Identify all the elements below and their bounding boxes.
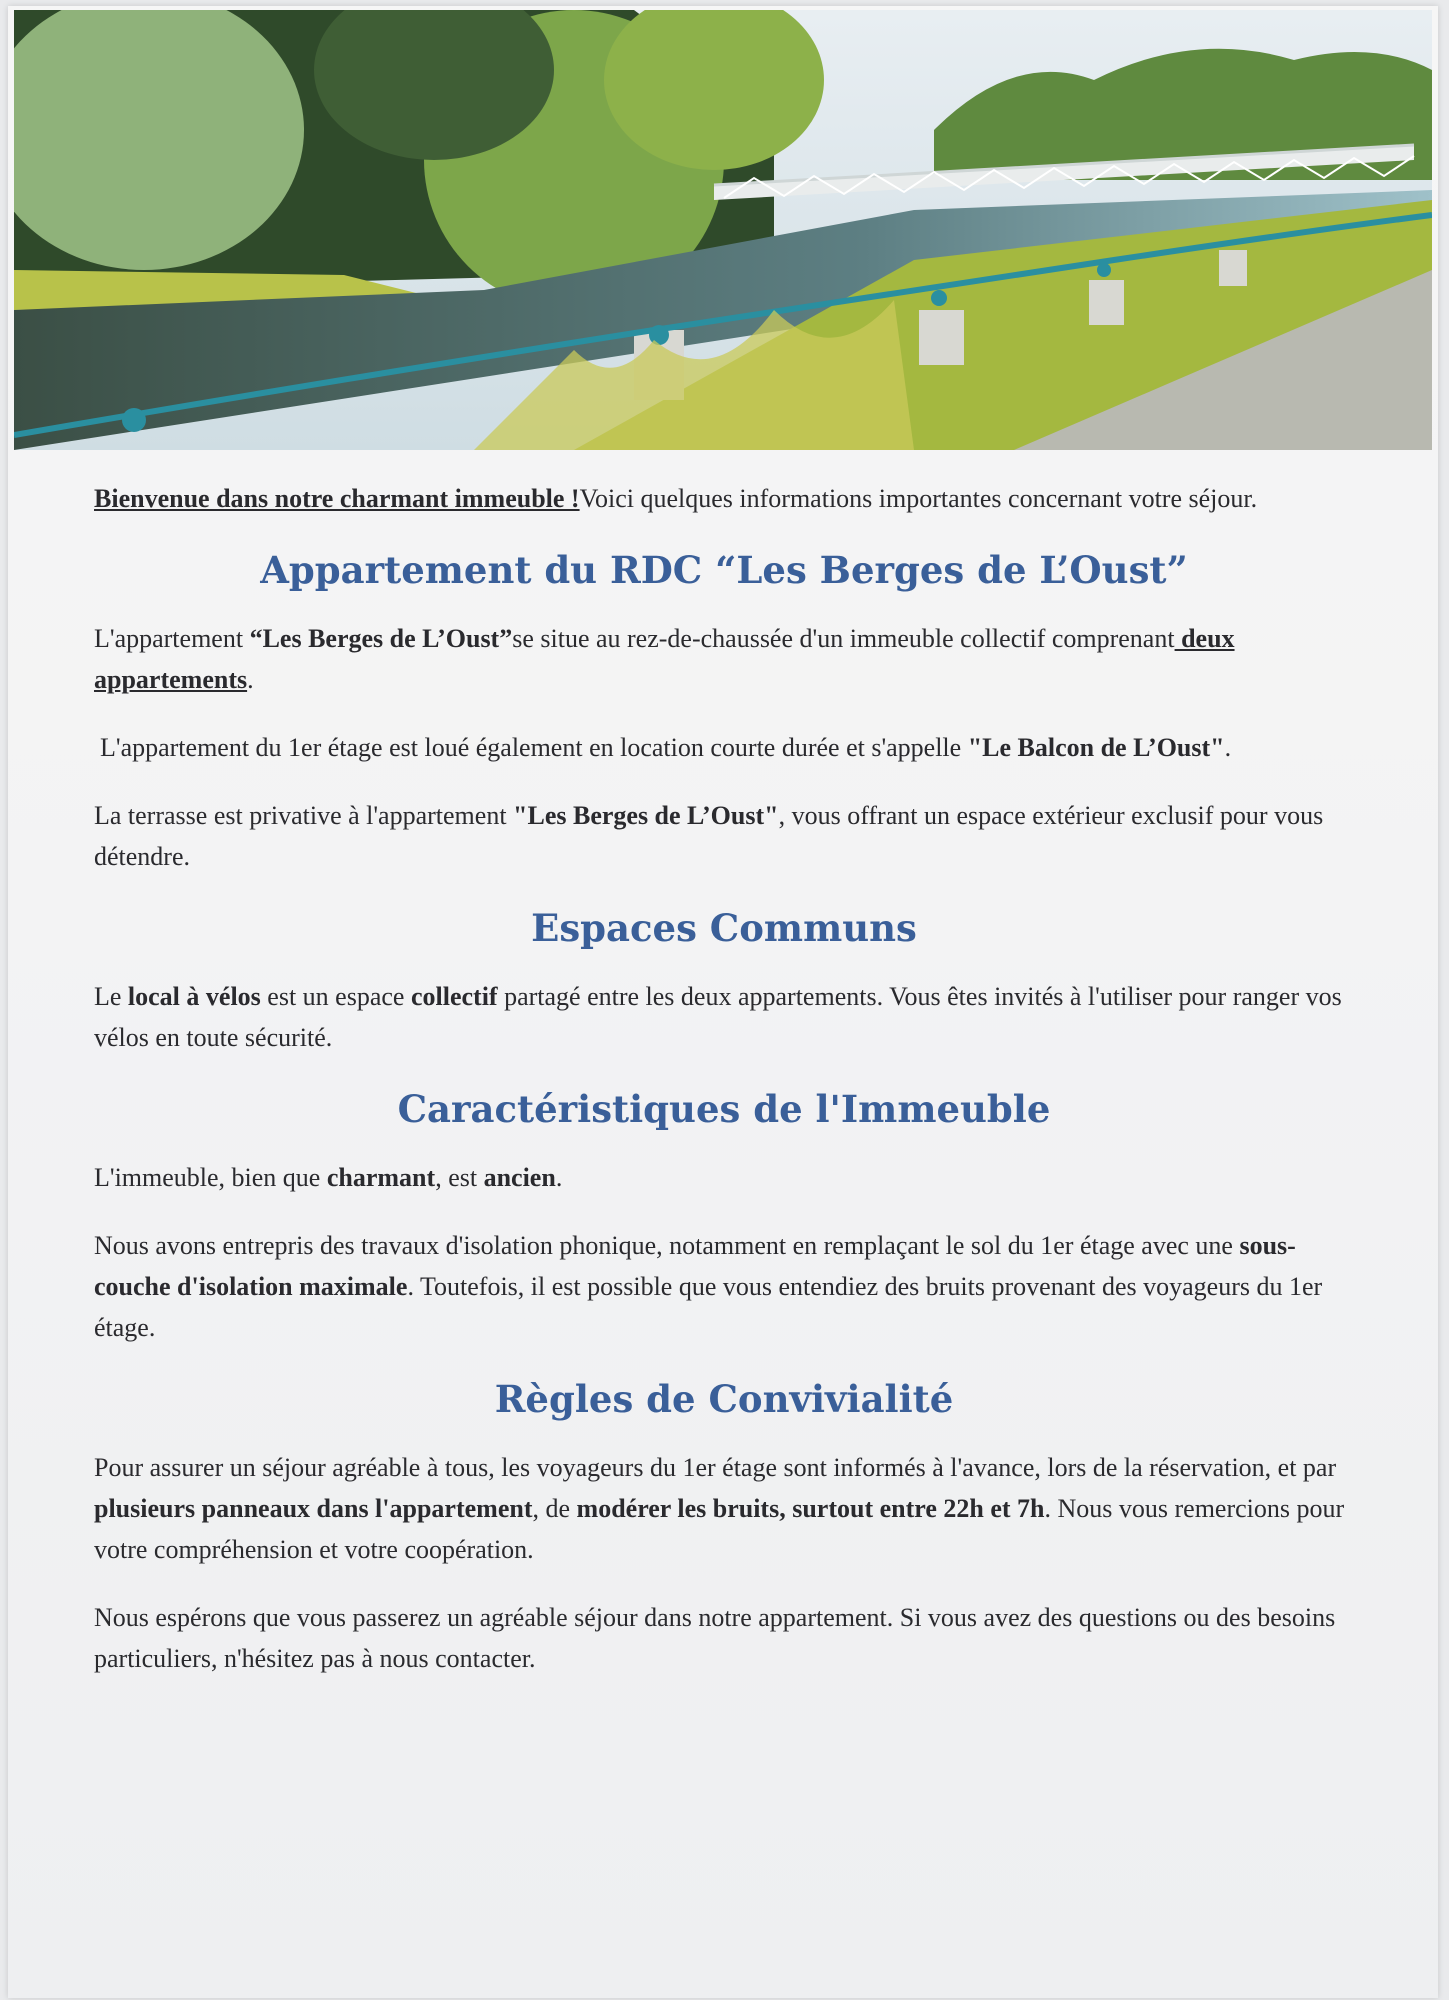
collective-emphasis: collectif <box>410 982 498 1011</box>
apartment-paragraph-2 <box>94 727 1354 768</box>
text-run: . <box>555 1163 563 1192</box>
signs-emphasis: plusieurs panneaux dans l'appartement <box>94 1494 533 1523</box>
apartment-title: Appartement du RDC “Les Berges de L’Oust” <box>260 548 1188 592</box>
two-apartments-emphasis: deux appartements <box>94 624 1235 694</box>
text-run: Pour assurer un séjour agréable à tous, les voyageurs du 1er étage sont informés à l'avance, lors de la réservation, et par <box>94 1453 1337 1482</box>
text-run: . <box>247 665 254 694</box>
text-run: La terrasse est privative à l'appartement <box>94 801 514 830</box>
bike-room-emphasis: local à vélos <box>127 982 261 1011</box>
text-run: , est <box>435 1163 484 1192</box>
closing-paragraph: Nous espérons que vous passerez un agréable séjour dans notre appartement. Si vous avez des questions ou des besoins particuliers, n'hésitez pas à nous contacter. <box>94 1603 1336 1673</box>
rules-title: Règles de Convivialité <box>494 1377 954 1421</box>
apartment-paragraph-1 <box>94 618 1354 700</box>
text-run: . Toutefois, il est possible que vous entendiez des bruits provenant des voyageurs du 1er étage. <box>94 1272 1323 1342</box>
intro-paragraph <box>94 478 1354 519</box>
intro-rest: Voici quelques informations importantes concernant votre séjour. <box>579 484 1258 513</box>
river-bridge-photo-icon <box>14 10 1432 450</box>
charming-emphasis: charmant <box>326 1163 436 1192</box>
text-run: Le <box>94 982 128 1011</box>
building-paragraph-2 <box>94 1225 1354 1348</box>
text-run: . <box>1224 733 1232 762</box>
intro-lead: Bienvenue dans notre charmant immeuble ! <box>94 484 580 513</box>
apartment-name: "Les Berges de L’Oust" <box>513 801 779 830</box>
upstairs-apartment-name: "Le Balcon de L’Oust" <box>967 733 1225 762</box>
river-bridge-photo <box>14 10 1432 450</box>
rules-paragraph-1 <box>94 1447 1354 1570</box>
text-run: L'appartement <box>94 624 250 653</box>
old-emphasis: ancien <box>483 1163 556 1192</box>
document-body <box>94 478 1354 1706</box>
text-run: , vous offrant un espace extérieur exclusif pour vous détendre. <box>94 801 1324 871</box>
apartment-name: “Les Berges de L’Oust” <box>249 624 513 653</box>
noise-hours-emphasis: modérer les bruits, surtout entre 22h et 7h <box>576 1494 1045 1523</box>
building-title: Caractéristiques de l'Immeuble <box>397 1087 1051 1131</box>
common-spaces-title: Espaces Communs <box>531 906 917 950</box>
text-run: L'appartement du 1er étage est loué également en location courte durée et s'appelle <box>100 733 968 762</box>
text-run: L'immeuble, bien que <box>94 1163 327 1192</box>
text-run: est un espace <box>260 982 411 1011</box>
building-paragraph-1 <box>94 1157 1354 1198</box>
insulation-emphasis: sous-couche d'isolation maximale <box>94 1231 1296 1301</box>
text-run: Nous avons entrepris des travaux d'isolation phonique, notamment en remplaçant le sol du 1er étage avec une <box>94 1231 1240 1260</box>
text-run: partagé entre les deux appartements. Vous êtes invités à l'utiliser pour ranger vos vélos en toute sécurité. <box>94 982 1342 1052</box>
text-run: , de <box>532 1494 577 1523</box>
common-spaces-paragraph <box>94 976 1354 1058</box>
text-run: . Nous vous remercions pour votre compréhension et votre coopération. <box>94 1494 1345 1564</box>
text-run: se situe au rez-de-chaussée d'un immeuble collectif comprenant <box>512 624 1175 653</box>
apartment-paragraph-3 <box>94 795 1354 877</box>
